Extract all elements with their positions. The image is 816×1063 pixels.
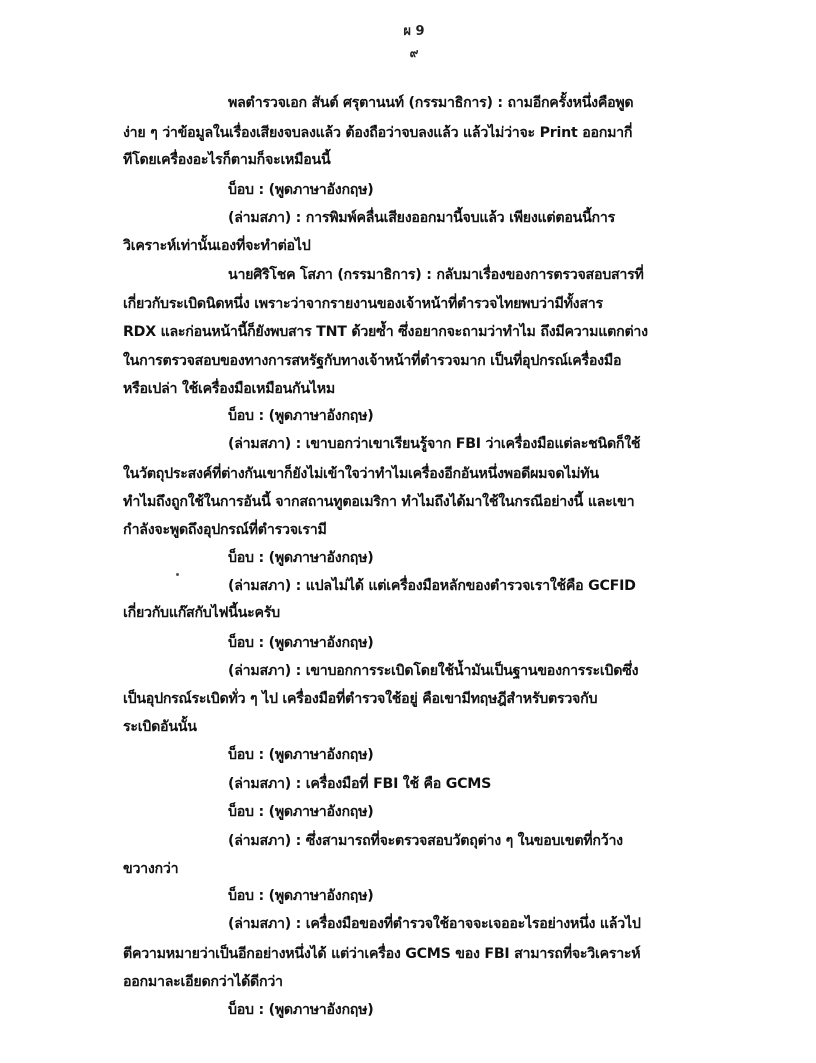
speaker-line: (ล่ามสภา) : เขาบอกว่าเขาเรียนรู้จาก FBI ว่าเครื่องมือแต่ละชนิดก็ใช้ [228, 436, 641, 452]
speaker-line: บ็อบ : (พูดภาษาอังกฤษ) [228, 550, 374, 566]
speaker-line: (ล่ามสภา) : การพิมพ์คลื่นเสียงออกมานี้จบแล้ว เพียงแต่ตอนนี้การ [228, 210, 615, 226]
text-line: เกี่ยวกับแก๊สกับไฟนี้นะครับ [123, 605, 280, 621]
speaker-line: บ็อบ : (พูดภาษาอังกฤษ) [228, 804, 374, 820]
speaker-line: บ็อบ : (พูดภาษาอังกฤษ) [228, 1002, 374, 1018]
text-line: วิเคราะห์เท่านั้นเองที่จะทำต่อไป [123, 238, 311, 254]
text-line: ในวัตถุประสงค์ที่ต่างกันเขาก็ยังไม่เข้าใจว่าทำไมเครื่องอีกอันหนึ่งพอดีผมจดไม่ทัน [123, 466, 599, 482]
speaker-line: (ล่ามสภา) : แปลไม่ได้ แต่เครื่องมือหลักของตำรวจเราใช้คือ GCFID [228, 578, 636, 594]
text-line: ขวางกว่า [123, 861, 179, 877]
text-line: กำลังจะพูดถึงอุปกรณ์ที่ตำรวจเรามี [123, 522, 327, 538]
speaker-line: (ล่ามสภา) : เครื่องมือที่ FBI ใช้ คือ GCMS [228, 776, 492, 792]
text-line: ตีความหมายว่าเป็นอีกอย่างหนึ่งได้ แต่ว่าเครื่อง GCMS ของ FBI สามารถที่จะวิเคราะห์ [123, 946, 641, 962]
speaker-line: (ล่ามสภา) : เขาบอกการระเบิดโดยใช้น้ำมันเป็นฐานของการระเบิดซึ่ง [228, 663, 639, 679]
text-line: เกี่ยวกับระเบิดนิดหนึ่ง เพราะว่าจากรายงานของเจ้าหน้าที่ตำรวจไทยพบว่ามีทั้งสาร [123, 296, 603, 312]
text-line: เป็นอุปกรณ์ระเบิดทั่ว ๆ ไป เครื่องมือที่ตำรวจใช้อยู่ คือเขามีทฤษฎีสำหรับตรวจกับ [123, 691, 598, 707]
text-line: ทีโดยเครื่องอะไรก็ตามก็จะเหมือนนี้ [123, 152, 331, 168]
speaker-line: พลตำรวจเอก สันต์ ศรุตานนท์ (กรรมาธิการ) : ถามอีกครั้งหนึ่งคือพูด [228, 95, 634, 111]
page-number-thai: ๙ [409, 46, 419, 60]
text-line: ในการตรวจสอบของทางการสหรัฐกับทางเจ้าหน้าที่ตำรวจมาก เป็นที่อุปกรณ์เครื่องมือ [123, 353, 622, 369]
text-line: RDX และก่อนหน้านี้ก็ยังพบสาร TNT ด้วยซ้ำ ซึ่งอยากจะถามว่าทำไม ถึงมีความแตกต่าง [123, 324, 648, 340]
speaker-line: (ล่ามสภา) : เครื่องมือของที่ตำรวจใช้อาจจะเจออะไรอย่างหนึ่ง แล้วไป [228, 916, 641, 932]
speaker-line: (ล่ามสภา) : ซึ่งสามารถที่จะตรวจสอบวัตถุต่าง ๆ ในขอบเขตที่กว้าง [228, 833, 623, 849]
speaker-line: นายศิริโชค โสภา (กรรมาธิการ) : กลับมาเรื่องของการตรวจสอบสารที่ [228, 267, 644, 283]
speaker-line: บ็อบ : (พูดภาษาอังกฤษ) [228, 408, 374, 424]
text-line: หรือเปล่า ใช้เครื่องมือเหมือนกันไหม [123, 381, 335, 397]
text-line: ออกมาละเอียดกว่าได้ดีกว่า [123, 974, 283, 990]
text-line: ระเบิดอันนั้น [123, 719, 197, 735]
speaker-line: บ็อบ : (พูดภาษาอังกฤษ) [228, 635, 374, 651]
scan-speck [176, 573, 179, 576]
page-label: ผ 9 [403, 24, 425, 39]
text-line: ทำไมถึงถูกใช้ในการอันนี้ จากสถานทูตอเมริกา ทำไมถึงได้มาใช้ในกรณีอย่างนี้ และเขา [123, 494, 635, 510]
speaker-line: บ็อบ : (พูดภาษาอังกฤษ) [228, 182, 374, 198]
text-line: ง่าย ๆ ว่าข้อมูลในเรื่องเสียงจบลงแล้ว ต้องถือว่าจบลงแล้ว แล้วไม่ว่าจะ Print ออกมากี่ [123, 125, 633, 141]
speaker-line: บ็อบ : (พูดภาษาอังกฤษ) [228, 747, 374, 763]
speaker-line: บ็อบ : (พูดภาษาอังกฤษ) [228, 888, 374, 904]
